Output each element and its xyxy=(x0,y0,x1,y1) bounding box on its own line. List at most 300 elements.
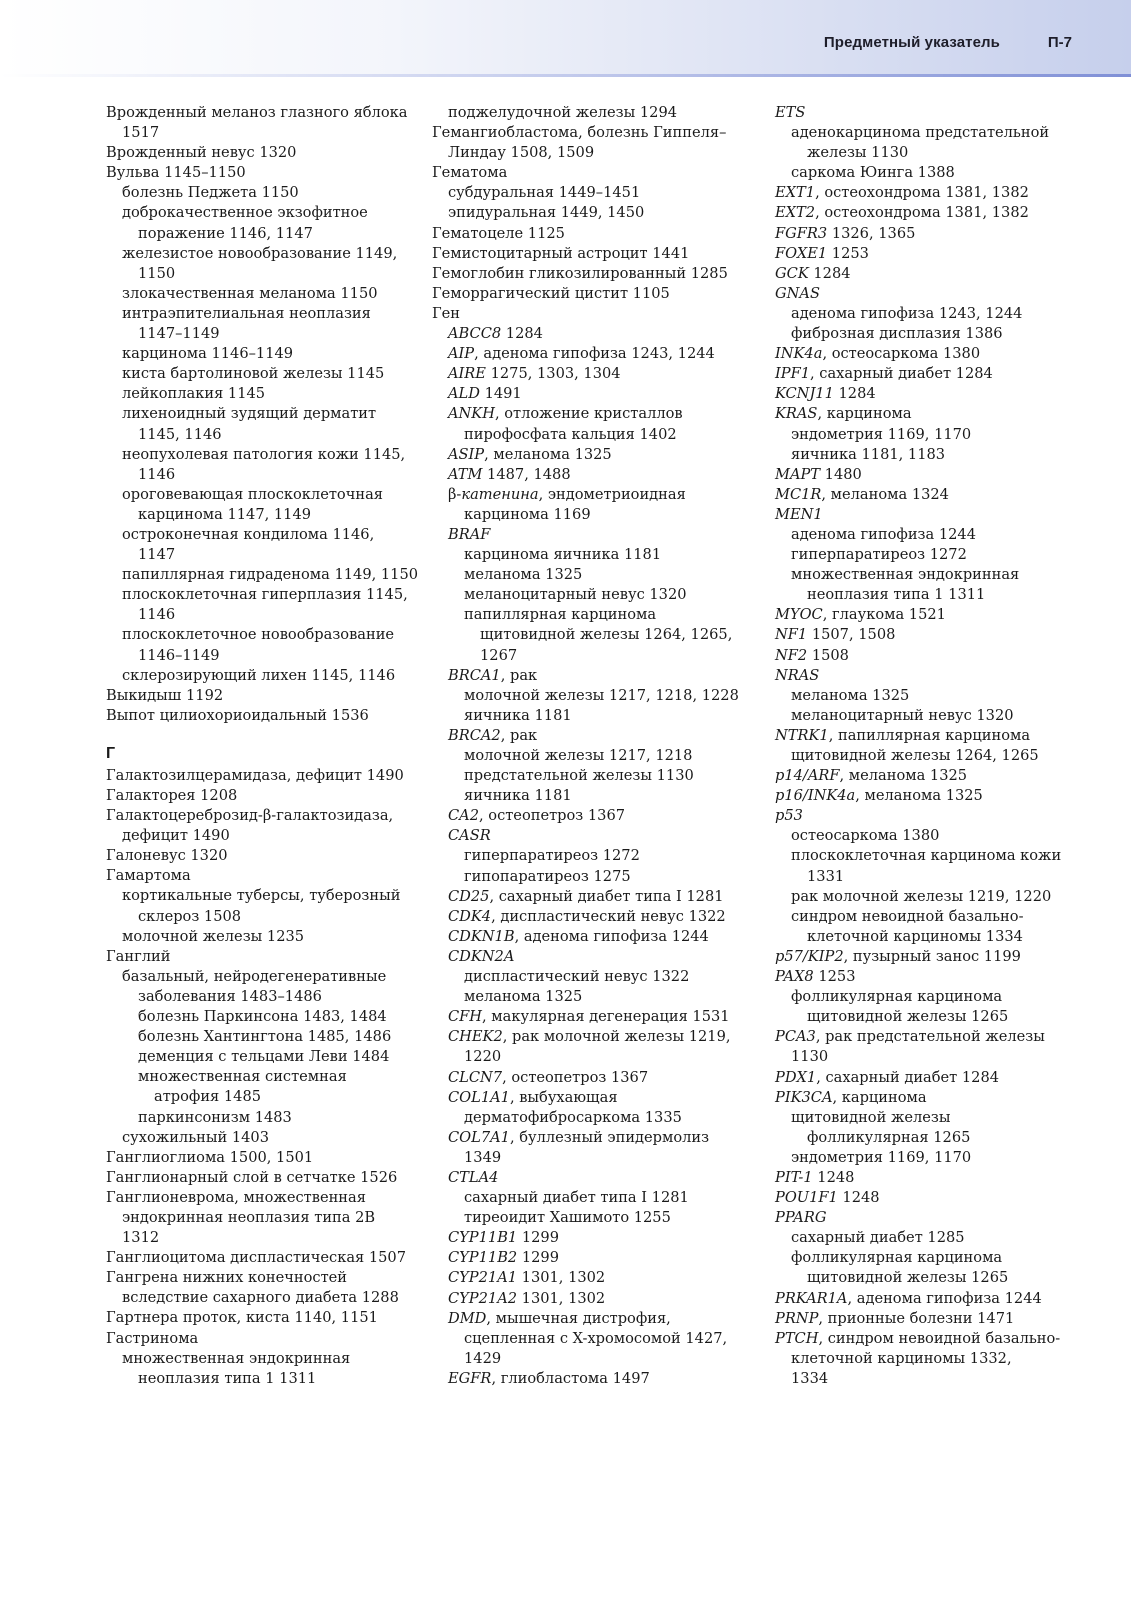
index-entry xyxy=(448,364,752,384)
entry-text: аденома гипофиза 1244 xyxy=(791,525,977,543)
index-entry xyxy=(464,1349,752,1369)
gene-name: FOXE1 xyxy=(775,244,828,262)
entry-text: , карцинома xyxy=(817,405,912,423)
index-entry xyxy=(464,746,752,766)
index-entry xyxy=(122,183,416,203)
gene-name: BRCA1 xyxy=(448,666,501,684)
gene-name: CYP21A2 xyxy=(448,1289,518,1307)
entry-text: карцинома 1169 xyxy=(464,505,591,523)
index-entry xyxy=(464,967,752,987)
index-entry xyxy=(448,1007,752,1027)
index-entry xyxy=(122,585,416,605)
entry-text: молочной железы 1217, 1218 xyxy=(464,747,693,764)
entry-text: сахарный диабет типа I 1281 xyxy=(464,1189,689,1207)
index-entry xyxy=(807,1128,1085,1148)
entry-text: 1299 xyxy=(517,1229,559,1247)
index-entry xyxy=(775,947,1085,967)
gene-name: ASIP xyxy=(448,445,485,463)
index-entry xyxy=(448,103,752,123)
index-entry xyxy=(106,1248,416,1268)
entry-text: щитовидной железы xyxy=(791,1108,951,1126)
entry-text: Галактоцереброзид-β-галактозидаза, xyxy=(106,807,394,825)
gene-name: ETS xyxy=(775,104,806,121)
gene-name: p53 xyxy=(775,807,803,825)
entry-text: аденокарцинома предстательной xyxy=(791,124,1050,142)
index-entry xyxy=(106,1148,416,1168)
entry-text: , диспластический невус 1322 xyxy=(491,907,726,925)
index-entry xyxy=(791,887,1085,907)
entry-text: доброкачественное экзофитное xyxy=(122,204,368,222)
entry-text: пирофосфата кальция 1402 xyxy=(464,425,677,443)
entry-text: деменция с тельцами Леви 1484 xyxy=(138,1048,390,1066)
entry-text: , отложение кристаллов xyxy=(494,405,683,423)
entry-text: , меланома 1324 xyxy=(821,485,949,503)
entry-text: папиллярная гидраденома 1149, 1150 xyxy=(122,566,419,584)
entry-text: Гемангиобластома, болезнь Гиппеля– xyxy=(432,124,727,142)
index-entry xyxy=(448,1128,752,1148)
index-entry xyxy=(122,886,416,906)
entry-text: меланома 1325 xyxy=(464,566,583,584)
entry-text: заболевания 1483–1486 xyxy=(138,987,322,1005)
index-entry xyxy=(775,625,1085,645)
entry-text: 1150 xyxy=(138,264,176,282)
entry-text: сцепленная с X-хромосомой 1427, xyxy=(464,1329,728,1347)
index-entry xyxy=(775,284,1085,304)
entry-text: Гемистоцитарный астроцит 1441 xyxy=(432,244,690,262)
index-entry xyxy=(448,445,752,465)
entry-text: Ганглионеврома, множественная xyxy=(106,1188,366,1206)
entry-text: 1312 xyxy=(122,1229,160,1247)
gene-name: MC1R xyxy=(775,485,822,503)
index-entry xyxy=(432,284,752,304)
index-entry xyxy=(464,867,752,887)
index-entry xyxy=(122,565,419,585)
index-entry xyxy=(106,947,416,967)
index-entry xyxy=(791,826,1085,846)
gene-name: p14/ARF xyxy=(775,767,840,785)
gene-name: POU1F1 xyxy=(775,1189,838,1207)
index-entry xyxy=(807,867,1085,887)
index-entry xyxy=(448,1027,752,1047)
entry-text: гиперпаратиреоз 1272 xyxy=(464,847,640,865)
index-entry xyxy=(138,605,416,625)
index-entry xyxy=(138,646,416,666)
index-entry xyxy=(122,1128,416,1148)
index-entry xyxy=(791,545,1085,565)
entry-text: Выпот цилиохориоидальный 1536 xyxy=(106,706,369,724)
entry-text: эпидуральная 1449, 1450 xyxy=(448,204,645,222)
entry-text: молочной железы 1235 xyxy=(122,927,305,945)
index-entry xyxy=(480,625,752,645)
gene-name: AIP xyxy=(448,345,475,363)
index-entry xyxy=(122,123,416,143)
index-entry xyxy=(807,1007,1085,1027)
index-entry xyxy=(775,203,1085,223)
entry-text: щитовидной железы 1265 xyxy=(807,1269,1009,1287)
entry-text: , рак xyxy=(500,726,538,744)
gene-name: ALD xyxy=(448,385,480,403)
entry-text: неоплазия типа 1 1311 xyxy=(138,1369,317,1387)
entry-text: неоплазия типа 1 1311 xyxy=(807,586,986,604)
gene-name: CLCN7 xyxy=(448,1068,503,1086)
gene-name: CA2 xyxy=(448,807,479,825)
entry-text: , глиобластома 1497 xyxy=(491,1369,650,1387)
index-entry xyxy=(138,505,416,525)
entry-text: 1220 xyxy=(464,1048,502,1066)
entry-text: лихеноидный зудящий дерматит xyxy=(122,405,377,423)
entry-text: 1284 xyxy=(833,385,876,403)
index-entry xyxy=(791,706,1085,726)
index-entry xyxy=(106,786,416,806)
entry-text: , остеохондрома 1381, 1382 xyxy=(815,184,1029,202)
index-entry xyxy=(432,163,752,183)
entry-text: яичника 1181 xyxy=(464,706,572,724)
index-entry xyxy=(791,907,1085,927)
index-entry xyxy=(106,846,416,866)
index-entry xyxy=(775,806,1085,826)
gene-name: CDK4 xyxy=(448,907,492,925)
index-entry xyxy=(464,846,752,866)
index-entry xyxy=(448,927,752,947)
entry-text: тиреоидит Хашимото 1255 xyxy=(464,1209,671,1227)
index-entry xyxy=(807,927,1085,947)
gene-name: FGFR3 xyxy=(775,224,828,242)
entry-text: меланоцитарный невус 1320 xyxy=(791,706,1014,724)
index-entry xyxy=(448,1248,752,1268)
entry-text: , остеопетроз 1367 xyxy=(502,1068,649,1086)
entry-text: болезнь Паркинсона 1483, 1484 xyxy=(138,1008,387,1026)
entry-text: паркинсонизм 1483 xyxy=(138,1108,292,1126)
index-entry xyxy=(432,244,752,264)
index-entry xyxy=(775,364,1085,384)
index-entry xyxy=(448,907,752,927)
entry-text: эндометрия 1169, 1170 xyxy=(791,425,972,443)
gene-name: ATM xyxy=(448,465,483,483)
index-entry xyxy=(448,1068,752,1088)
entry-text: 1275, 1303, 1304 xyxy=(485,365,621,383)
entry-text: , остеопетроз 1367 xyxy=(479,807,626,825)
index-entry xyxy=(791,445,1085,465)
entry-text: , макулярная дегенерация 1531 xyxy=(482,1008,730,1026)
entry-text: Линдау 1508, 1509 xyxy=(448,144,595,162)
index-entry xyxy=(122,826,416,846)
index-entry xyxy=(122,967,416,987)
gene-name: CASR xyxy=(448,827,491,845)
index-entry xyxy=(791,1108,1085,1128)
gene-name: NF2 xyxy=(775,646,808,664)
gene-name: PDX1 xyxy=(775,1068,817,1086)
index-entry xyxy=(775,465,1085,485)
index-entry xyxy=(448,666,752,686)
entry-text: , синдром невоидной базально- xyxy=(818,1329,1061,1347)
index-entry xyxy=(448,143,752,163)
index-entry xyxy=(775,726,1085,746)
entry-text: , аденома гипофиза 1244 xyxy=(847,1289,1042,1307)
gene-name: GCK xyxy=(775,264,809,282)
index-entry xyxy=(464,425,752,445)
index-entry xyxy=(448,826,752,846)
entry-text: болезнь Хантингтона 1485, 1486 xyxy=(138,1028,392,1046)
gene-name: AIRE xyxy=(448,365,486,383)
index-entry xyxy=(106,1329,416,1349)
gene-name: CYP21A1 xyxy=(448,1269,518,1287)
header-rule xyxy=(0,74,1131,77)
index-entry xyxy=(775,1309,1085,1329)
entry-text: папиллярная карцинома xyxy=(464,606,657,624)
gene-name: PPARG xyxy=(775,1209,827,1227)
gene-name: PCA3 xyxy=(775,1028,816,1046)
entry-text: Ген xyxy=(432,304,461,322)
entry-text: 1145, 1146 xyxy=(138,425,222,443)
index-entry xyxy=(122,203,416,223)
index-entry xyxy=(791,565,1085,585)
gene-name: EGFR xyxy=(448,1369,492,1387)
entry-text: меланоцитарный невус 1320 xyxy=(464,586,687,604)
index-letter-heading: Г xyxy=(106,744,116,762)
gene-name: NRAS xyxy=(775,666,820,684)
entry-text: Геморрагический цистит 1105 xyxy=(432,284,670,302)
entry-text: 1349 xyxy=(464,1148,502,1166)
entry-text: дефицит 1490 xyxy=(122,827,230,845)
entry-text: молочной железы 1217, 1218, 1228 xyxy=(464,686,739,704)
index-entry xyxy=(775,103,1085,123)
index-entry xyxy=(464,545,752,565)
index-entry xyxy=(448,465,752,485)
entry-text: , сахарный диабет 1284 xyxy=(810,365,993,383)
index-entry xyxy=(464,987,752,1007)
index-entry xyxy=(791,304,1085,324)
gene-name: CHEK2 xyxy=(448,1028,503,1046)
entry-text: 1130 xyxy=(791,1048,829,1066)
entry-text: 1299 xyxy=(517,1249,559,1267)
entry-text: поджелудочной железы 1294 xyxy=(448,104,678,121)
index-entry xyxy=(106,1308,416,1328)
index-entry xyxy=(448,485,752,505)
index-entry xyxy=(775,786,1085,806)
gene-name: GNAS xyxy=(775,284,820,302)
entry-text: , карцинома xyxy=(832,1088,927,1106)
index-entry xyxy=(791,846,1085,866)
index-entry xyxy=(432,123,752,143)
entry-text: яичника 1181 xyxy=(464,787,572,805)
entry-text: Гемоглобин гликозилированный 1285 xyxy=(432,264,728,282)
entry-text: , аденома гипофиза 1243, 1244 xyxy=(474,345,715,363)
index-entry xyxy=(791,324,1085,344)
gene-name: p16/INK4a xyxy=(775,787,856,805)
entry-text: Галактозилцерамидаза, дефицит 1490 xyxy=(106,766,404,784)
entry-text: Ганглий xyxy=(106,947,171,965)
entry-text: Галоневус 1320 xyxy=(106,847,228,865)
entry-text: меланома 1325 xyxy=(464,988,583,1006)
index-entry xyxy=(448,183,752,203)
entry-text: , меланома 1325 xyxy=(839,767,968,785)
index-entry xyxy=(775,967,1085,987)
entry-text: интраэпителиальная неоплазия xyxy=(122,304,371,322)
entry-text: 1517 xyxy=(122,124,160,142)
index-entry xyxy=(106,706,416,726)
index-entry xyxy=(791,987,1085,1007)
index-entry xyxy=(122,384,416,404)
entry-text: множественная эндокринная xyxy=(791,566,1020,584)
index-entry xyxy=(775,1027,1085,1047)
entry-text: карцинома 1146–1149 xyxy=(122,345,294,363)
index-entry xyxy=(138,1047,416,1067)
entry-text: 1267 xyxy=(480,646,518,664)
index-entry xyxy=(791,746,1085,766)
entry-text: щитовидной железы 1265 xyxy=(807,1008,1009,1026)
index-entry xyxy=(122,404,416,424)
entry-text: , меланома 1325 xyxy=(855,787,983,805)
gene-name: PRNP xyxy=(775,1309,819,1327)
gene-name: EXT2 xyxy=(775,204,816,222)
entry-text: Ганглиоцитома диспластическая 1507 xyxy=(106,1249,407,1267)
entry-text: вследствие сахарного диабета 1288 xyxy=(122,1289,399,1307)
index-entry xyxy=(106,143,416,163)
index-entry xyxy=(448,1309,752,1329)
entry-text: дерматофибросаркома 1335 xyxy=(464,1108,682,1126)
index-entry xyxy=(138,1067,416,1087)
entry-text: предстательной железы 1130 xyxy=(464,767,694,785)
entry-text: эндокринная неоплазия типа 2B xyxy=(122,1208,376,1226)
entry-text: клеточной карциномы 1332, xyxy=(791,1349,1012,1367)
gene-name: MYOC xyxy=(775,606,823,624)
entry-text: , остеохондрома 1381, 1382 xyxy=(815,204,1029,222)
index-entry xyxy=(138,1027,416,1047)
index-entry xyxy=(775,224,1085,244)
gene-name: CYP11B1 xyxy=(448,1229,518,1247)
index-entry xyxy=(448,1369,752,1389)
index-entry xyxy=(122,625,416,645)
index-entry xyxy=(775,1188,1085,1208)
entry-text: поражение 1146, 1147 xyxy=(138,224,313,242)
entry-text: плоскоклеточная карцинома кожи xyxy=(791,847,1062,865)
gene-name: PTCH xyxy=(775,1329,819,1347)
index-entry xyxy=(775,1168,1085,1188)
entry-text: 1253 xyxy=(827,244,869,262)
index-entry xyxy=(122,1288,416,1308)
entry-text: , прионные болезни 1471 xyxy=(818,1309,1015,1327)
entry-text: Гангрена нижних конечностей xyxy=(106,1269,348,1287)
entry-text: 1147 xyxy=(138,546,176,564)
entry-text: множественная системная xyxy=(138,1068,347,1086)
index-entry xyxy=(122,1208,416,1228)
entry-text: кортикальные туберсы, туберозный xyxy=(122,887,401,905)
index-entry xyxy=(138,1108,416,1128)
gene-name: EXT1 xyxy=(775,184,816,202)
index-column-1 xyxy=(106,103,419,1389)
entry-text: щитовидной железы 1264, 1265 xyxy=(791,747,1039,764)
entry-text: Гамартома xyxy=(106,867,191,885)
entry-text: железы 1130 xyxy=(807,144,909,162)
entry-text: Врожденный меланоз глазного яблока xyxy=(106,104,408,121)
index-entry xyxy=(775,404,1085,424)
index-entry xyxy=(122,445,416,465)
index-entry xyxy=(464,1329,752,1349)
entry-text: Гематоцеле 1125 xyxy=(432,224,565,242)
entry-text: 1284 xyxy=(808,264,851,282)
gene-name: PIT-1 xyxy=(775,1168,813,1186)
index-entry xyxy=(464,706,752,726)
gene-name: PRKAR1A xyxy=(775,1289,848,1307)
index-entry xyxy=(448,344,752,364)
entry-text: щитовидной железы 1264, 1265, xyxy=(480,626,733,644)
index-entry xyxy=(464,686,752,706)
index-entry xyxy=(138,465,416,485)
entry-text: , меланома 1325 xyxy=(484,445,612,463)
entry-text: фолликулярная 1265 xyxy=(807,1128,971,1146)
index-entry xyxy=(138,425,416,445)
index-entry xyxy=(448,203,752,223)
index-entry xyxy=(791,1248,1085,1268)
index-entry xyxy=(138,1007,416,1027)
index-entry xyxy=(480,646,752,666)
entry-text: склероз 1508 xyxy=(138,907,242,925)
index-entry xyxy=(448,806,752,826)
entry-text: 1508 xyxy=(807,646,849,664)
index-entry xyxy=(791,163,1085,183)
index-entry xyxy=(464,585,752,605)
index-entry xyxy=(138,264,416,284)
entry-text: 1491 xyxy=(479,385,522,403)
index-entry xyxy=(106,1268,416,1288)
entry-text: склерозирующий лихен 1145, 1146 xyxy=(122,666,396,684)
entry-text: Гартнера проток, киста 1140, 1151 xyxy=(106,1309,378,1327)
entry-text: 1248 xyxy=(812,1168,855,1186)
gene-name: CFH xyxy=(448,1008,483,1026)
index-entry xyxy=(791,525,1085,545)
entry-text: , сахарный диабет 1284 xyxy=(816,1068,1000,1086)
entry-text: 1284 xyxy=(501,325,543,343)
index-entry xyxy=(791,123,1085,143)
gene-name: PIK3CA xyxy=(775,1088,833,1106)
entry-text: Ганглиоглиома 1500, 1501 xyxy=(106,1148,314,1166)
entry-text: 1429 xyxy=(464,1349,502,1367)
index-entry xyxy=(775,766,1085,786)
entry-text: 1147–1149 xyxy=(138,325,220,343)
index-entry xyxy=(775,646,1085,666)
index-entry xyxy=(138,1369,416,1389)
index-entry xyxy=(122,284,416,304)
entry-text: карцинома яичника 1181 xyxy=(464,546,662,564)
gene-name: CTLA4 xyxy=(448,1168,499,1186)
entry-text: гипопаратиреоз 1275 xyxy=(464,867,631,885)
index-entry xyxy=(464,1108,752,1128)
index-entry xyxy=(138,224,416,244)
entry-text: гиперпаратиреоз 1272 xyxy=(791,546,967,564)
index-entry xyxy=(106,766,416,786)
entry-text: множественная эндокринная xyxy=(122,1349,351,1367)
index-entry xyxy=(154,1087,416,1107)
entry-text: 1253 xyxy=(813,968,856,986)
index-entry xyxy=(775,1068,1085,1088)
index-entry xyxy=(775,1289,1085,1309)
gene-name: INK4a xyxy=(775,345,823,363)
entry-text: фолликулярная карцинома xyxy=(791,1249,1003,1267)
entry-text: 1146 xyxy=(138,606,176,624)
entry-text: плоскоклеточное новообразование xyxy=(122,626,395,644)
index-entry xyxy=(448,1088,752,1108)
entry-text: субдуральная 1449–1451 xyxy=(448,184,641,202)
index-entry xyxy=(122,525,416,545)
index-entry xyxy=(448,1228,752,1248)
entry-text: железистое новообразование 1149, xyxy=(122,244,398,262)
entry-text: , буллезный эпидермолиз xyxy=(509,1128,710,1146)
gene-name: p57/KIP2 xyxy=(775,947,844,965)
index-entry xyxy=(122,666,416,686)
index-entry xyxy=(775,505,1085,525)
entry-text: неопухолевая патология кожи 1145, xyxy=(122,445,406,463)
index-entry xyxy=(464,605,752,625)
